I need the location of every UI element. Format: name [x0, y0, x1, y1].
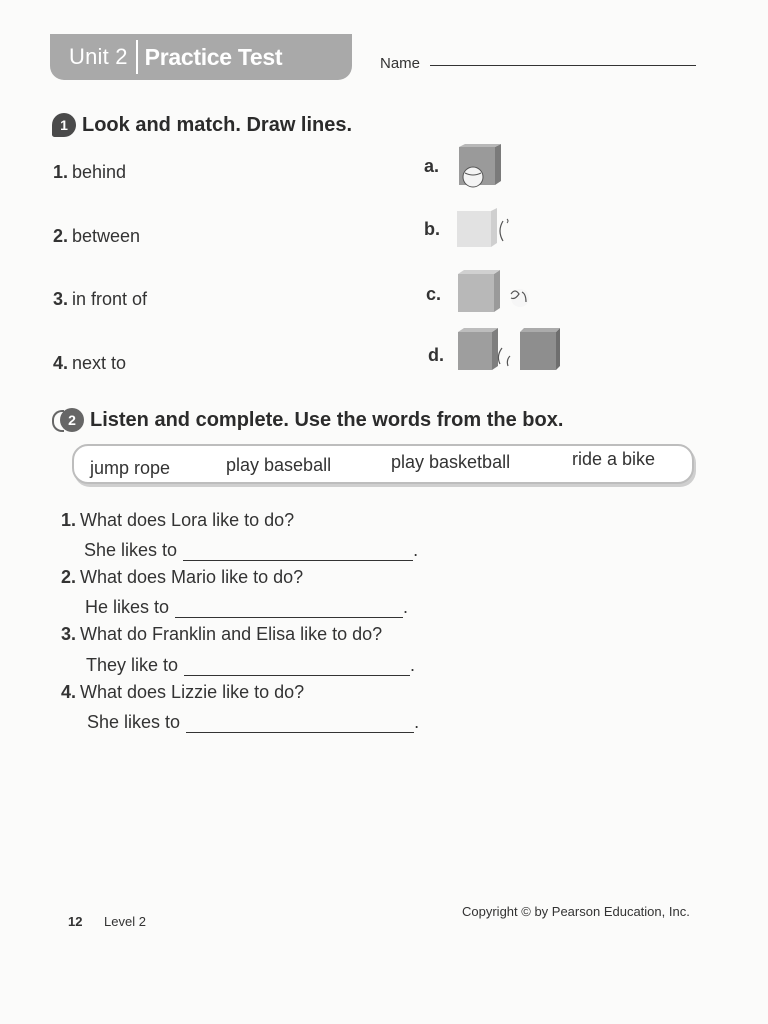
level-label: Level 2 — [104, 914, 146, 929]
answer-line-1[interactable]: She likes to . — [84, 540, 419, 560]
word-box — [72, 444, 694, 484]
picture-letter-d[interactable]: d. — [428, 345, 444, 365]
question-3: 3. What do Franklin and Elisa like to do? — [61, 624, 383, 644]
picture-letter-a: a. — [424, 156, 440, 176]
question-1: 1. What does Lora like to do? — [61, 510, 295, 530]
answer-blank[interactable] — [186, 718, 414, 733]
section1-title: Look and match. Draw lines. — [82, 113, 353, 136]
page-title: Practice Test — [144, 43, 283, 70]
answer-blank[interactable] — [184, 661, 410, 676]
box-ball-next-to-icon[interactable] — [456, 268, 540, 314]
section1-number-badge: 1 — [52, 113, 76, 137]
page-number: 12 — [68, 914, 83, 929]
name-label: Name — [380, 55, 421, 72]
answer-blank[interactable] — [183, 546, 413, 561]
box-ball-in-front-icon[interactable] — [455, 143, 505, 189]
name-field[interactable] — [430, 65, 696, 66]
answer-line-4[interactable]: She likes to . — [87, 712, 420, 732]
match-item[interactable]: 1. behind — [53, 162, 127, 182]
word-box-option: jump rope — [90, 458, 171, 478]
picture-letter-c: c. — [426, 284, 442, 304]
ball-between-boxes-icon[interactable] — [456, 326, 564, 372]
section2-heading — [60, 408, 563, 432]
match-item[interactable]: 2. between — [53, 226, 141, 246]
unit-label: Unit 2 — [69, 44, 128, 69]
section1-heading — [52, 113, 352, 137]
copyright-notice: Copyright © by Pearson Education, Inc. — [462, 904, 690, 919]
answer-blank[interactable] — [175, 603, 403, 618]
unit-header-tab — [50, 34, 352, 80]
question-2: 2. What does Mario like to do? — [61, 567, 304, 587]
box-ball-behind-icon[interactable] — [455, 207, 525, 251]
picture-letter-b: b. — [424, 219, 440, 239]
answer-line-2[interactable]: He likes to . — [85, 597, 409, 617]
header-divider — [136, 40, 138, 74]
answer-line-3[interactable]: They like to . — [86, 655, 416, 675]
question-4: 4. What does Lizzie like to do? — [61, 682, 305, 702]
word-box-option: play baseball — [226, 455, 332, 475]
section2-title: Listen and complete. Use the words from the box. — [90, 408, 564, 431]
word-box-option: play basketball — [391, 452, 511, 472]
match-item[interactable]: 3. in front of — [53, 289, 148, 309]
match-item[interactable]: 4. next to — [53, 353, 127, 373]
section2-listen-badge: 2 — [60, 408, 84, 432]
word-box-option: ride a bike — [572, 449, 656, 469]
